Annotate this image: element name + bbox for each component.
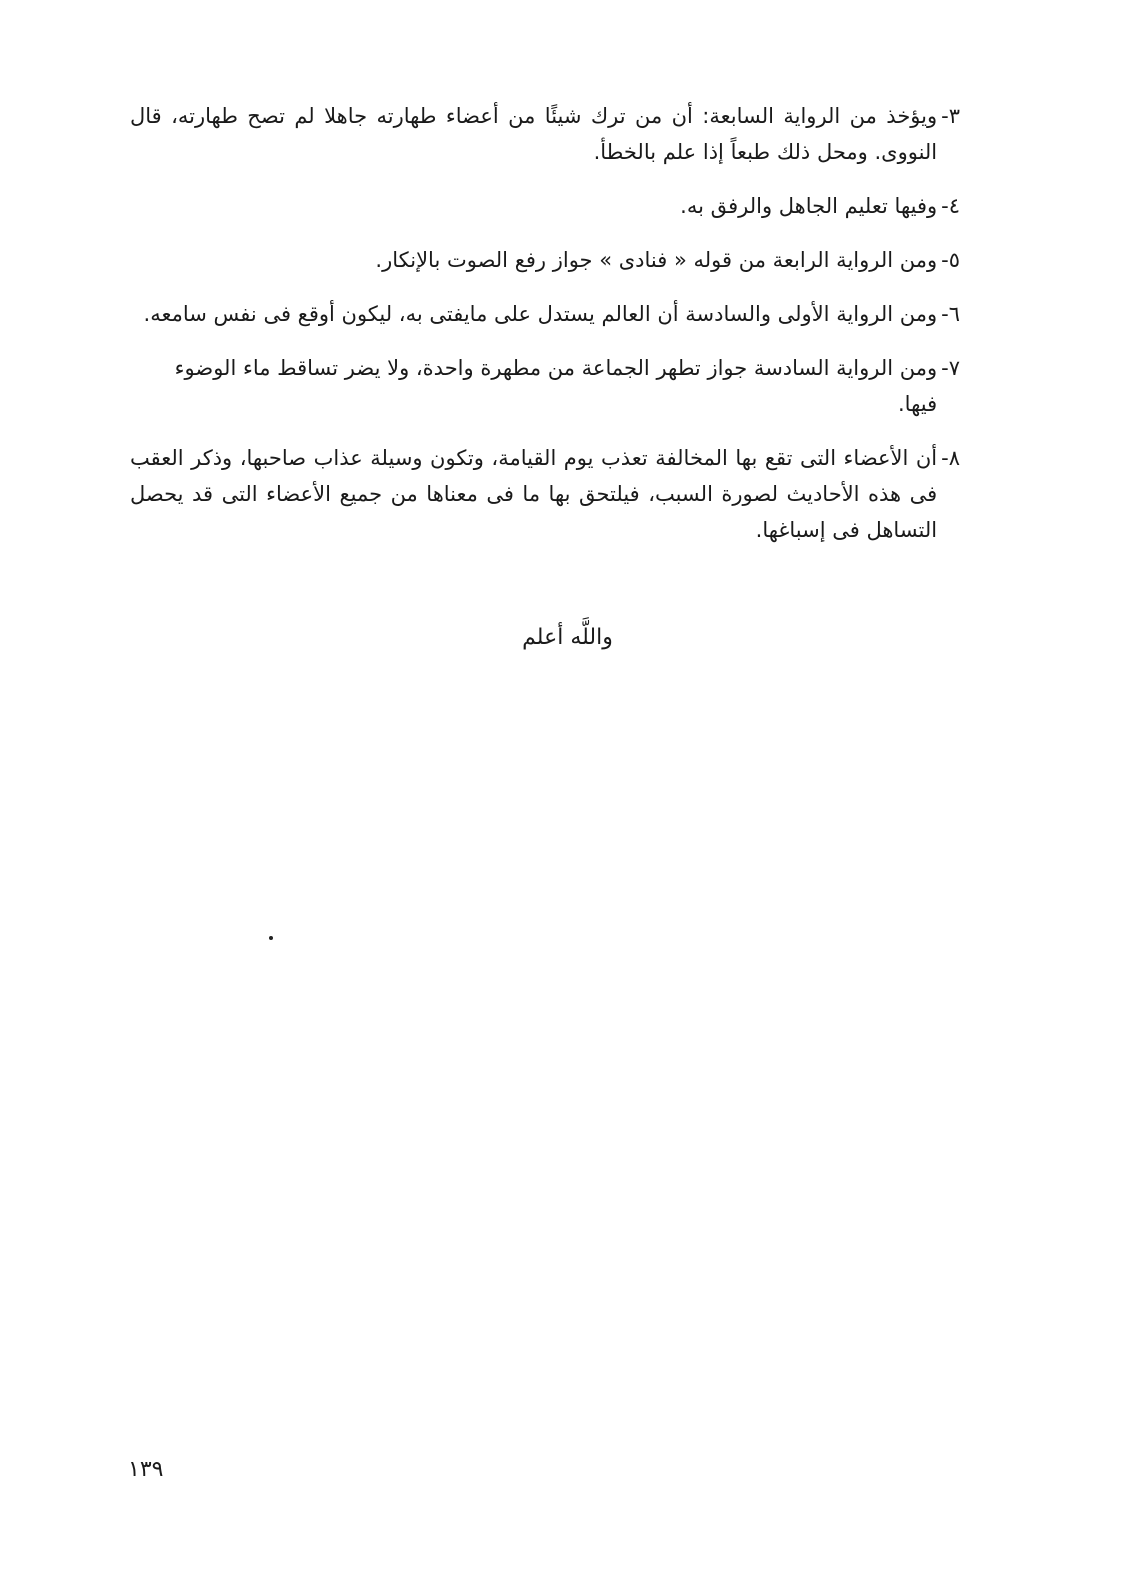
item-number: ٣- [941, 104, 960, 128]
list-item [130, 188, 960, 224]
list-item [130, 242, 960, 278]
item-text: أن الأعضاء التى تقع بها المخالفة تعذب يوم القيامة، وتكون وسيلة عذاب صاحبها، وذكر العقب فى هذه الأحاديث لصورة السبب، فيلتحق بها ما فى معناها من جميع الأعضاء التى قد يحصل التساهل فى إسباغها. [130, 446, 938, 542]
list-item [130, 350, 960, 422]
notes-list [130, 98, 960, 566]
item-text: ويؤخذ من الرواية السابعة: أن من ترك شيئًا من أعضاء طهارته جاهلا لم تصح طهارته، قال النووى. ومحل ذلك طبعاً إذا علم بالخطأ. [130, 104, 938, 164]
item-text: ومن الرواية الأولى والسادسة أن العالم يستدل على مايفتى به، ليكون أوقع فى نفس سامعه. [143, 302, 938, 326]
item-number: ٧- [941, 356, 960, 380]
item-text: ومن الرواية السادسة جواز تطهر الجماعة من مطهرة واحدة، ولا يضر تساقط ماء الوضوء فيها. [174, 356, 938, 416]
list-item [130, 296, 960, 332]
item-number: ٥- [941, 248, 960, 272]
item-text: وفيها تعليم الجاهل والرفق به. [680, 194, 938, 218]
closing-phrase: واللَّه أعلم [522, 625, 613, 650]
page-number: ١٣٩ [128, 1457, 164, 1482]
ink-speck [269, 936, 273, 940]
item-number: ٦- [941, 302, 960, 326]
item-number: ٨- [941, 446, 960, 470]
list-item [130, 98, 960, 170]
item-text: ومن الرواية الرابعة من قوله « فنادى » جواز رفع الصوت بالإنكار. [375, 248, 938, 272]
item-number: ٤- [941, 194, 960, 218]
list-item [130, 440, 960, 548]
